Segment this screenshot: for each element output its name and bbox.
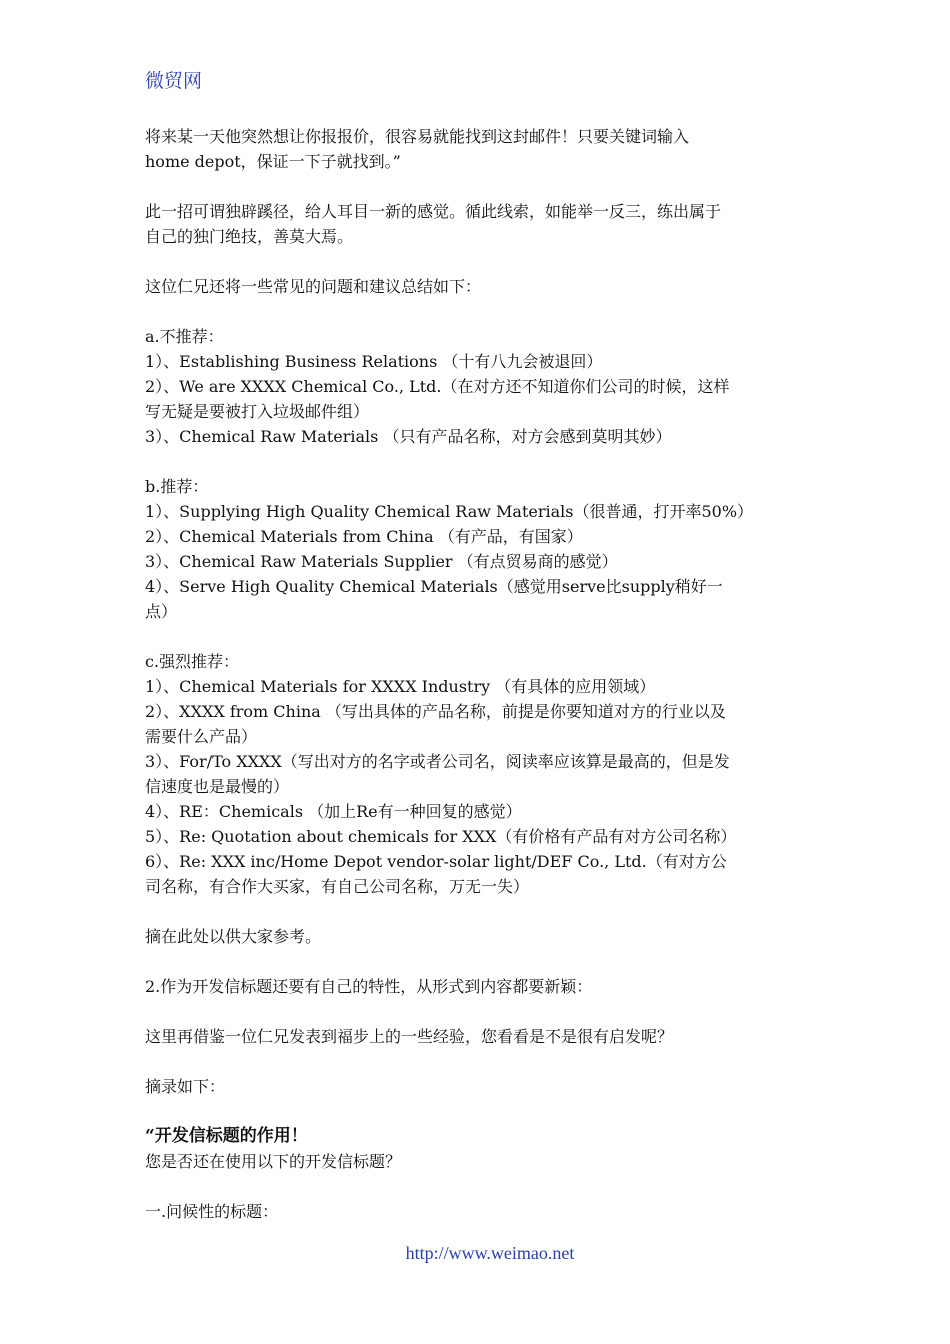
text-line: 此一招可谓独辟蹊径，给人耳目一新的感觉。循此线索，如能举一反三，练出属于 <box>145 202 722 221</box>
paragraph-borrow <box>145 1024 815 1049</box>
list-item: 3）、Chemical Raw Materials （只有产品名称，对方会感到莫明其妙） <box>145 427 672 446</box>
document-body <box>145 124 815 1249</box>
text-line: 这里再借鉴一位仁兄发表到福步上的一些经验，您看看是不是很有启发呢？ <box>145 1027 674 1046</box>
list-item: 5）、Re: Quotation about chemicals for XXX（有价格有产品有对方公司名称） <box>145 827 737 846</box>
paragraph-comment <box>145 199 815 249</box>
list-item: 1）、Supplying High Quality Chemical Raw Materials（很普通，打开率50%） <box>145 502 754 521</box>
list-item: 点） <box>145 602 178 621</box>
paragraph-greeting-title <box>145 1199 815 1224</box>
text-line: 这位仁兄还将一些常见的问题和建议总结如下： <box>145 277 482 296</box>
list-item: 司名称，有合作大买家，有自己公司名称，万无一失） <box>145 877 530 896</box>
list-item: 1）、Chemical Materials for XXXX Industry （有具体的应用领域） <box>145 677 656 696</box>
list-item: 信速度也是最慢的） <box>145 777 290 796</box>
list-item: 3）、Chemical Raw Materials Supplier （有点贸易商的感觉） <box>145 552 618 571</box>
list-item: 需要什么产品） <box>145 727 258 746</box>
section-strongly-recommended <box>145 649 815 899</box>
list-item: 4）、RE：Chemicals （加上Re有一种回复的感觉） <box>145 802 522 821</box>
text-line: 2.作为开发信标题还要有自己的特性，从形式到内容都要新颖： <box>145 977 593 996</box>
paragraph-excerpt-label <box>145 1074 815 1099</box>
list-item: 2）、We are XXXX Chemical Co., Ltd.（在对方还不知道你们公司的时候，这样 <box>145 377 730 396</box>
paragraph-quote-start <box>145 1124 815 1174</box>
section-heading: b.推荐： <box>145 477 209 496</box>
paragraph-reference <box>145 924 815 949</box>
list-item: 写无疑是要被打入垃圾邮件组） <box>145 402 370 421</box>
text-line: home depot，保证一下子就找到。” <box>145 152 401 171</box>
bold-heading: “开发信标题的作用！ <box>145 1126 308 1146</box>
text-line: 自己的独门绝技，善莫大焉。 <box>145 227 354 246</box>
paragraph-point-two <box>145 974 815 999</box>
section-not-recommended <box>145 324 815 449</box>
list-item: 3）、For/To XXXX（写出对方的名字或者公司名，阅读率应该算是最高的，但是发 <box>145 752 730 771</box>
section-heading: a.不推荐： <box>145 327 224 346</box>
site-name-header: 微贸网 <box>145 70 203 92</box>
footer-url: http://www.weimao.net <box>405 1243 575 1263</box>
list-item: 4）、Serve High Quality Chemical Materials（感觉用serve比supply稍好一 <box>145 577 723 596</box>
list-item: 1）、Establishing Business Relations （十有八九会被退回） <box>145 352 603 371</box>
list-item: 2）、XXXX from China （写出具体的产品名称，前提是你要知道对方的行业以及 <box>145 702 726 721</box>
list-item: 2）、Chemical Materials from China （有产品，有国家） <box>145 527 583 546</box>
text-line: 摘在此处以供大家参考。 <box>145 927 322 946</box>
text-line: 摘录如下： <box>145 1077 226 1096</box>
text-line: 将来某一天他突然想让你报报价，很容易就能找到这封邮件！只要关键词输入 <box>145 127 690 146</box>
section-recommended <box>145 474 815 624</box>
text-line: 一.问候性的标题： <box>145 1202 279 1221</box>
section-heading: c.强烈推荐： <box>145 652 240 671</box>
text-line: 您是否还在使用以下的开发信标题？ <box>145 1152 402 1171</box>
list-item: 6）、Re: XXX inc/Home Depot vendor-solar light/DEF Co., Ltd.（有对方公 <box>145 852 727 871</box>
paragraph-summary-intro <box>145 274 815 299</box>
paragraph-intro <box>145 124 815 174</box>
